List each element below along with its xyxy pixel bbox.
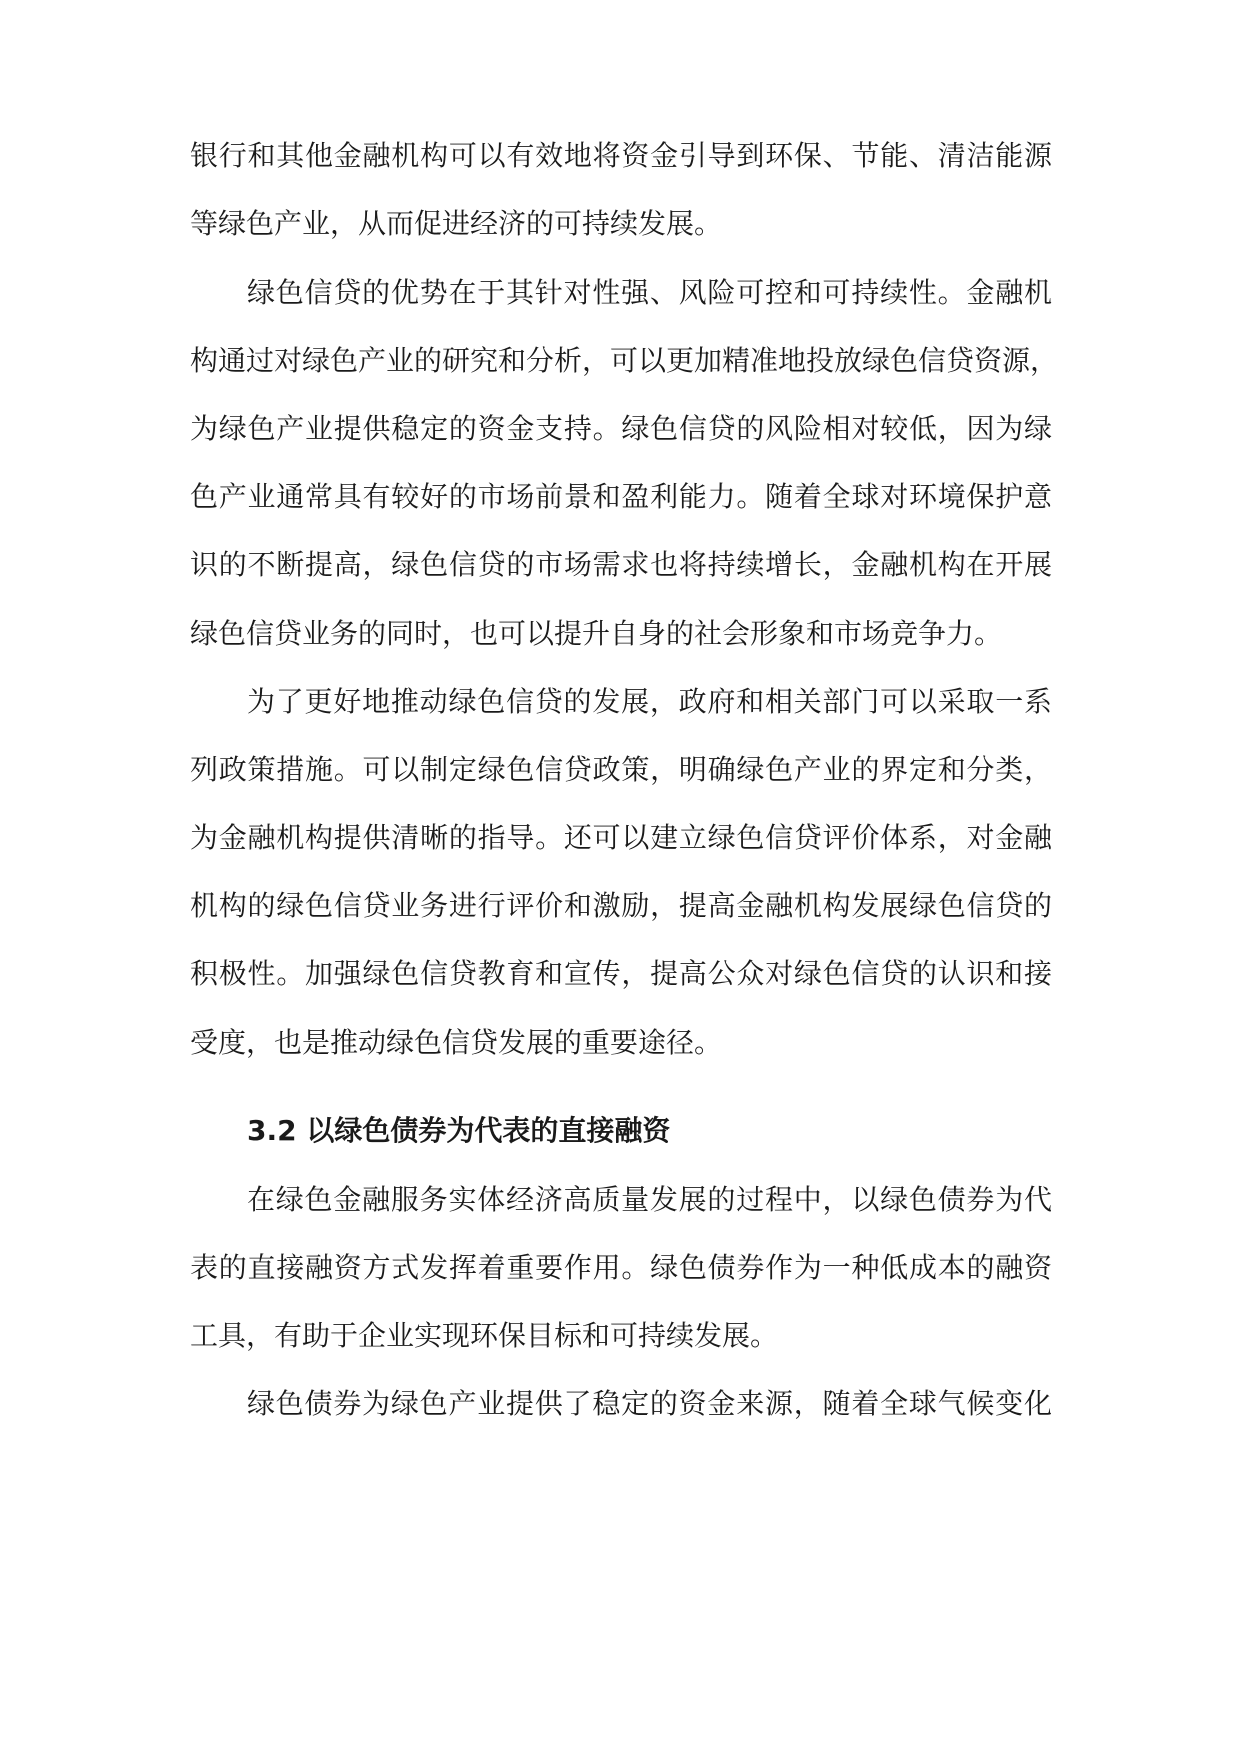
paragraph-2-line-3: 为绿色产业提供稳定的资金支持。绿色信贷的风险相对较低，因为绿	[190, 412, 1052, 445]
paragraph-3-line-5: 积极性。加强绿色信贷教育和宣传，提高公众对绿色信贷的认识和接	[190, 957, 1052, 990]
paragraph-3-line-4: 机构的绿色信贷业务进行评价和激励，提高金融机构发展绿色信贷的	[190, 889, 1052, 922]
paragraph-2-line-5: 识的不断提高，绿色信贷的市场需求也将持续增长，金融机构在开展	[190, 548, 1052, 581]
paragraph-2-line-6: 绿色信贷业务的同时，也可以提升自身的社会形象和市场竞争力。	[190, 617, 1003, 650]
section-paragraph-1-line-2: 表的直接融资方式发挥着重要作用。绿色债券作为一种低成本的融资	[190, 1251, 1052, 1284]
section-heading: 3.2 以绿色债券为代表的直接融资	[247, 1114, 671, 1147]
paragraph-3-line-2: 列政策措施。可以制定绿色信贷政策，明确绿色产业的界定和分类，	[190, 753, 1052, 786]
paragraph-1-line-2: 等绿色产业，从而促进经济的可持续发展。	[190, 207, 723, 240]
paragraph-2-line-4: 色产业通常具有较好的市场前景和盈利能力。随着全球对环境保护意	[190, 480, 1052, 513]
paragraph-1-line-1: 银行和其他金融机构可以有效地将资金引导到环保、节能、清洁能源	[190, 139, 1052, 172]
paragraph-2-line-2: 构通过对绿色产业的研究和分析，可以更加精准地投放绿色信贷资源，	[190, 344, 1059, 377]
paragraph-3-line-1: 为了更好地推动绿色信贷的发展，政府和相关部门可以采取一系	[247, 685, 1052, 718]
section-paragraph-1-line-1: 在绿色金融服务实体经济高质量发展的过程中，以绿色债券为代	[247, 1183, 1052, 1216]
section-paragraph-2-line-1: 绿色债券为绿色产业提供了稳定的资金来源，随着全球气候变化	[247, 1387, 1052, 1420]
paragraph-2-line-1: 绿色信贷的优势在于其针对性强、风险可控和可持续性。金融机	[247, 276, 1052, 309]
paragraph-3-line-3: 为金融机构提供清晰的指导。还可以建立绿色信贷评价体系，对金融	[190, 821, 1052, 854]
paragraph-3-line-6: 受度，也是推动绿色信贷发展的重要途径。	[190, 1026, 723, 1059]
section-paragraph-1-line-3: 工具，有助于企业实现环保目标和可持续发展。	[190, 1319, 779, 1352]
